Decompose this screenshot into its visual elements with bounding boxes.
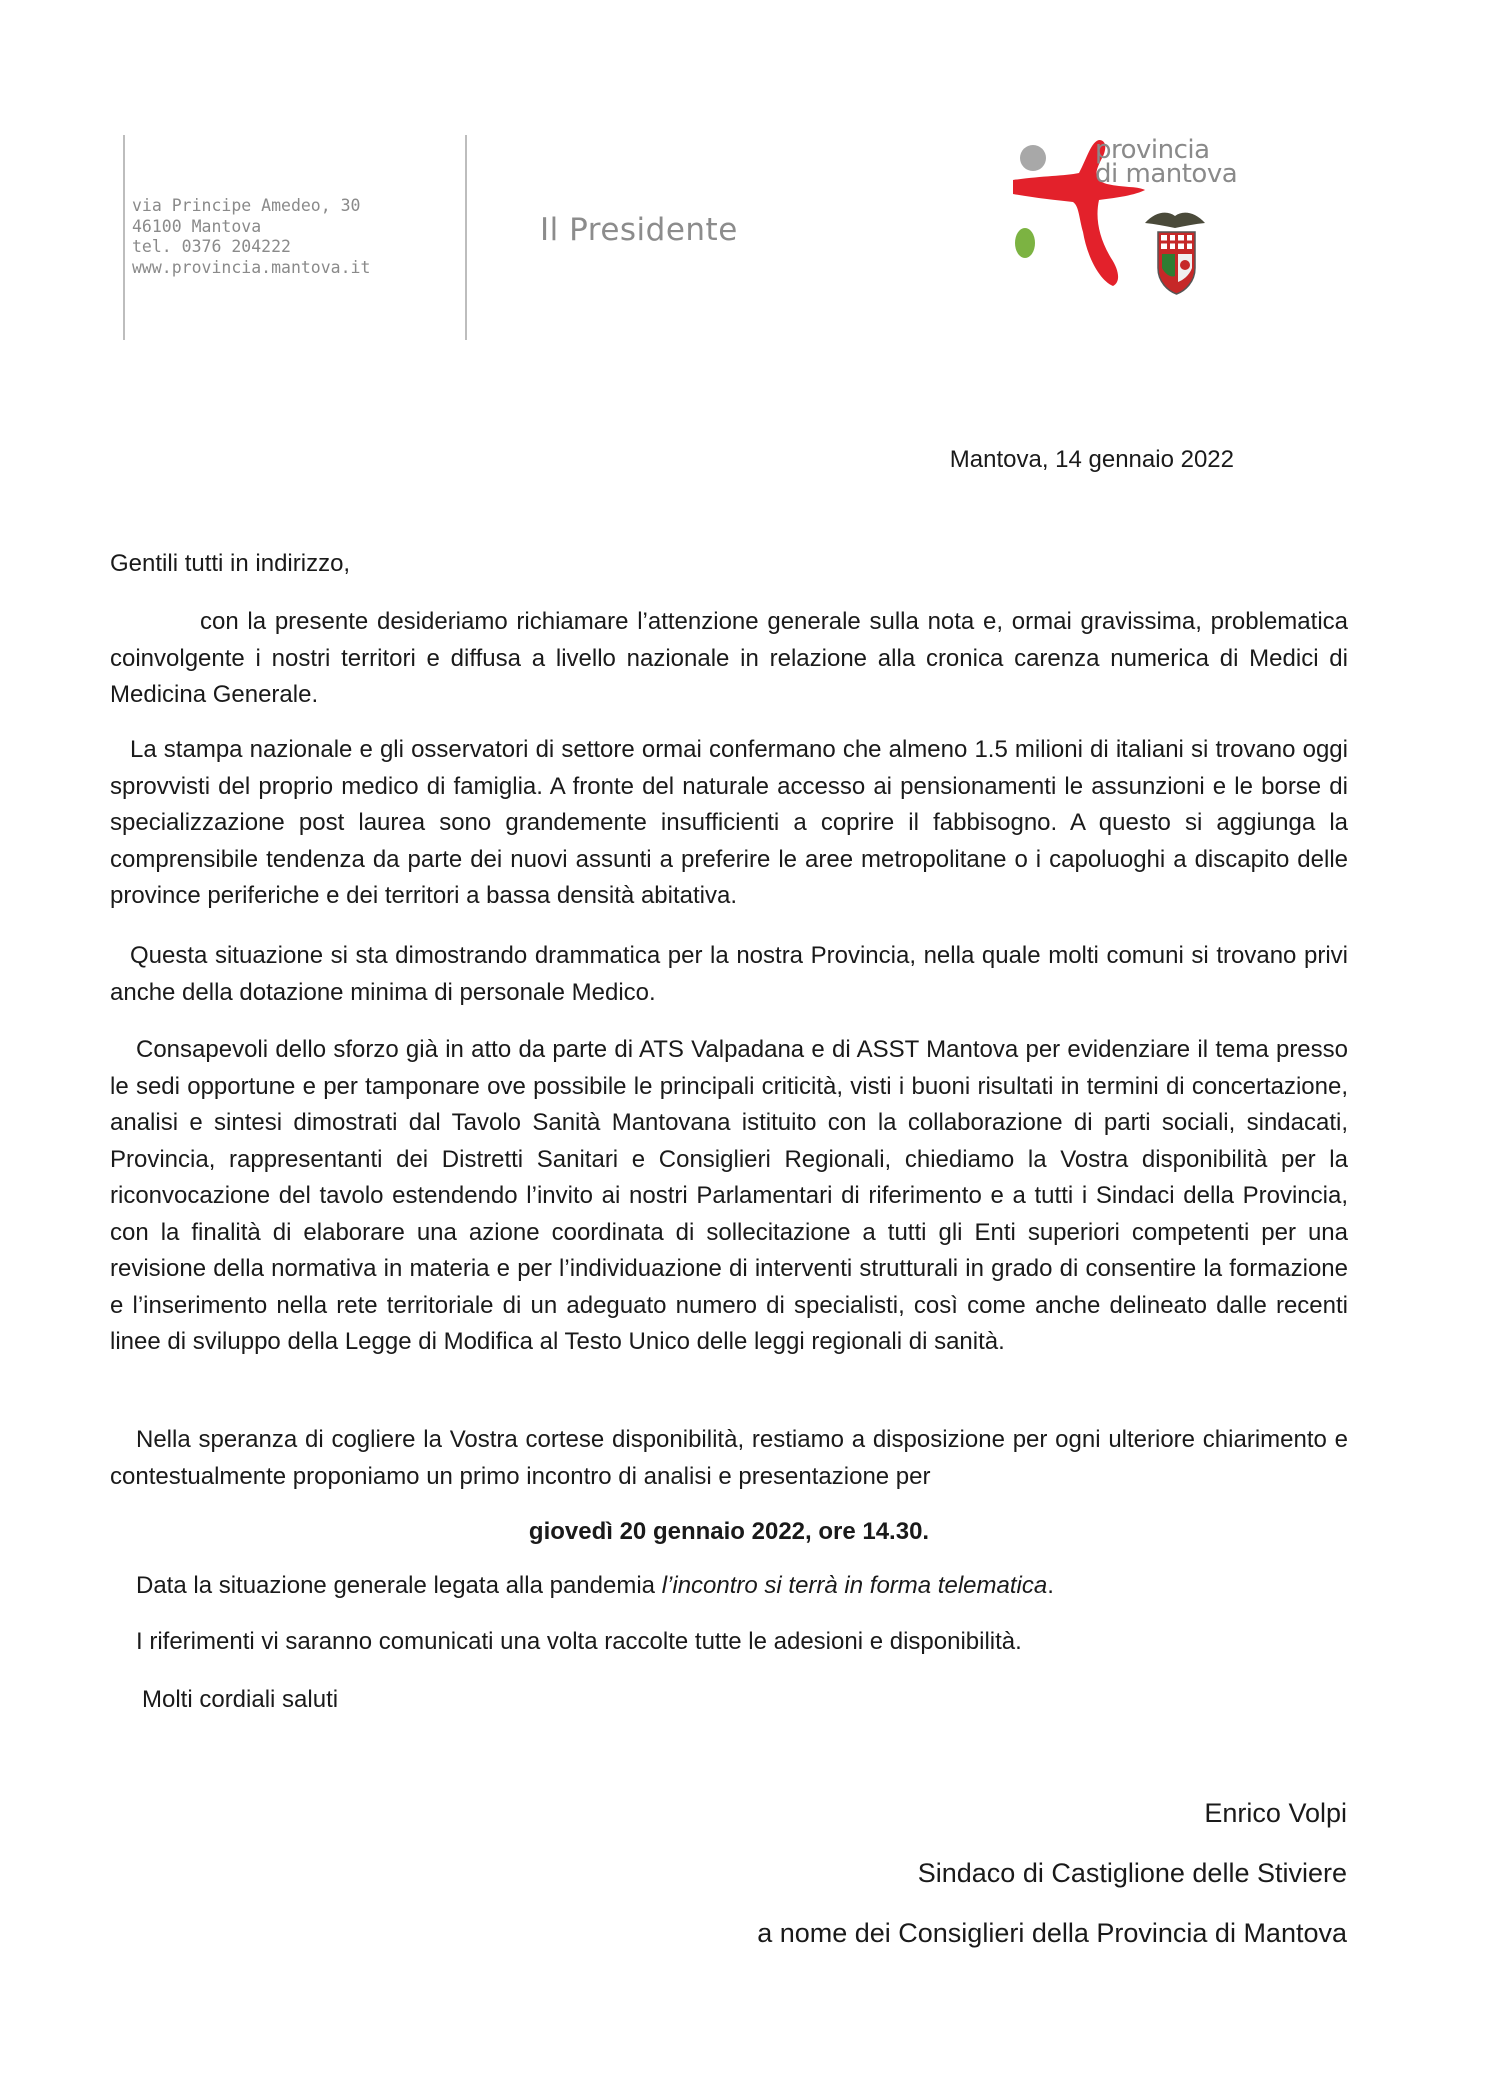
paragraph-4 [110, 1032, 1348, 1361]
paragraph-3-text: Questa situazione si sta dimostrando drammatica per la nostra Provincia, nella quale molti comuni si trovano privi anche della dotazione minima di personale Medico. [110, 942, 1348, 1006]
letter-date: Mantova, 14 gennaio 2022 [949, 446, 1234, 473]
header-divider-left [123, 135, 125, 340]
address-street: via Principe Amedeo, 30 [132, 196, 361, 215]
office-title: Il Presidente [540, 212, 738, 248]
paragraph-4-text: Consapevoli dello sforzo già in atto da parte di ATS Valpadana e di ASST Mantova per evidenziare il tema presso le sedi opportune e per tamponare ove possibile le principali criticità, visti i buoni risultati in termini di concertazione, analisi e sintesi dimostrati dal Tavolo Sanità Mantovana istituito con la collaborazione di parti sociali, sindacati, Provincia, rappresentanti dei Distretti Sanitari e Consiglieri Regionali, chiediamo la Vostra disponibilità per la riconvocazione del tavolo estendendo l’invito ai nostri Parlamentari di riferimento e a tutti i Sindaci della Provincia, con la finalità di elaborare una azione coordinata di sollecitazione a tutti gli Enti superiori competenti per una revisione della normativa in materia e per l’individuazione di interventi strutturali in grado di consentire la formazione e l’inserimento nella rete territoriale di un adeguato numero di specialisti, così come anche delineato dalle recenti linee di sviluppo della Legge di Modifica al Testo Unico delle leggi regionali di sanità. [110, 1036, 1348, 1355]
salutation-text: Gentili tutti in indirizzo, [110, 550, 351, 577]
logo-text-line-1: provincia [1095, 135, 1210, 165]
address-phone: tel. 0376 204222 [132, 237, 291, 256]
paragraph-1-text: con la presente desideriamo richiamare l’attenzione generale sulla nota e, ormai gravissima, problematica coinvolgente i nostri territori e diffusa a livello nazionale in relazione alla cronica carenza numerica di Medici di Medicina Generale. [110, 608, 1348, 708]
meeting-datetime: giovedì 20 gennaio 2022, ore 14.30. [528, 1518, 930, 1545]
signature-role: Sindaco di Castiglione delle Stiviere [917, 1858, 1347, 1888]
closing-greeting: Molti cordiali saluti [142, 1686, 339, 1713]
paragraph-1 [110, 604, 1348, 714]
logo-text-line-2: di mantova [1095, 159, 1238, 189]
pandemic-note-emphasis: l’incontro si terrà in forma telematica [661, 1572, 1048, 1599]
logo-green-dot-icon [1015, 228, 1035, 258]
header-divider-right [465, 135, 467, 340]
paragraph-2 [110, 732, 1348, 915]
pandemic-note [136, 1572, 1054, 1600]
coat-of-arms-icon [1145, 213, 1205, 294]
references-note: I riferimenti vi saranno comunicati una volta raccolte tutte le adesioni e disponibilità. [136, 1628, 1022, 1655]
address-block [132, 196, 452, 278]
signature-name: Enrico Volpi [1204, 1798, 1347, 1828]
paragraph-3 [110, 938, 1348, 1011]
salutation [110, 546, 1348, 583]
pandemic-note-suffix: . [1047, 1572, 1054, 1599]
logo-wordmark [1095, 135, 1238, 189]
address-website: www.provincia.mantova.it [132, 257, 371, 277]
logo-grey-dot-icon [1020, 145, 1046, 171]
paragraph-5 [110, 1422, 1348, 1495]
paragraph-2-text: La stampa nazionale e gli osservatori di settore ormai confermano che almeno 1.5 milioni di italiani si trovano oggi sprovvisti del proprio medico di famiglia. A fronte del naturale accesso ai pensionamenti le assunzioni e le borse di specializzazione post laurea sono grandemente insufficienti a coprire il fabbisogno. A questo si aggiunga la comprensibile tendenza da parte dei nuovi assunti a preferire le aree metropolitane o i capoluoghi a discapito delle province periferiche e dei territori a bassa densità abitativa. [110, 736, 1348, 909]
signature-on-behalf: a nome dei Consiglieri della Provincia di Mantova [757, 1918, 1347, 1948]
pandemic-note-prefix: Data la situazione generale legata alla pandemia [136, 1572, 662, 1599]
paragraph-5-text: Nella speranza di cogliere la Vostra cortese disponibilità, restiamo a disposizione per ogni ulteriore chiarimento e contestualmente proponiamo un primo incontro di analisi e presentazione per [110, 1426, 1348, 1490]
address-city: 46100 Mantova [132, 216, 262, 236]
